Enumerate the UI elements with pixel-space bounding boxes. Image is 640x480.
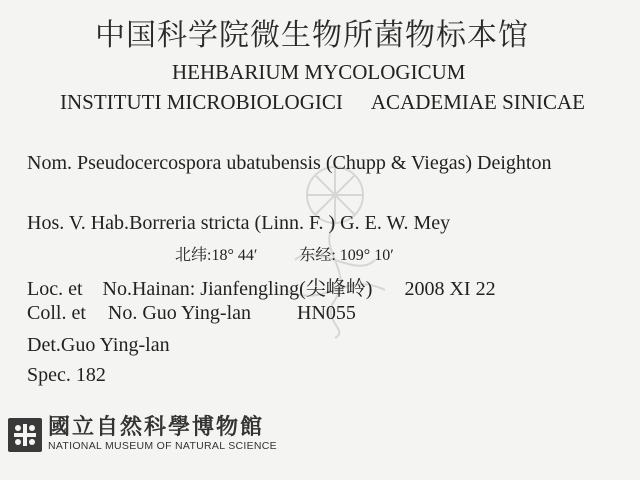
specimen-row — [27, 364, 106, 387]
host-value: Borreria stricta (Linn. F. ) G. E. W. Mey — [129, 212, 451, 234]
museum-english-name: NATIONAL MUSEUM OF NATURAL SCIENCE — [48, 440, 277, 452]
spec-label: Spec. — [27, 364, 71, 386]
collection-number: HN055 — [297, 302, 356, 324]
latitude-value: 北纬:18° 44′ — [175, 247, 258, 264]
host-row — [27, 212, 450, 235]
coll-label: Coll. et — [27, 302, 86, 324]
museum-watermark — [8, 416, 277, 453]
longitude-value: 东经: 109° 10′ — [299, 247, 394, 264]
museum-chinese-name: 國立自然科學博物館 — [48, 415, 265, 440]
collector-row — [27, 302, 356, 325]
det-label: Det. — [27, 334, 61, 356]
host-label: Hos. V. Hab. — [27, 212, 130, 234]
nom-label: Nom. — [27, 152, 72, 174]
nomenclature-row — [27, 152, 551, 175]
herbarium-chinese-title: 中国科学院微生物所菌物标本馆 — [95, 19, 529, 52]
det-value: Guo Ying-lan — [60, 334, 170, 356]
nom-value: Pseudocercospora ubatubensis (Chupp & Viegas) Deighton — [77, 152, 552, 174]
institute-name: INSTITUTI MICROBIOLOGICI — [60, 90, 343, 114]
institute-latin-title — [60, 90, 585, 115]
academy-name: ACADEMIAE SINICAE — [370, 90, 585, 114]
loc-value: No.Hainan: Jianfengling(尖峰岭) — [102, 278, 373, 300]
locality-row — [27, 272, 496, 301]
coordinates-row — [175, 242, 394, 265]
spec-value: 182 — [75, 364, 106, 386]
determiner-row — [27, 334, 170, 357]
herbarium-latin-title: HEHBARIUM MYCOLOGICUM — [172, 60, 466, 84]
collection-date: 2008 XI 22 — [404, 278, 496, 300]
museum-logo-icon — [8, 418, 42, 452]
loc-label: Loc. et — [27, 278, 83, 300]
coll-value: No. Guo Ying-lan — [107, 302, 252, 324]
